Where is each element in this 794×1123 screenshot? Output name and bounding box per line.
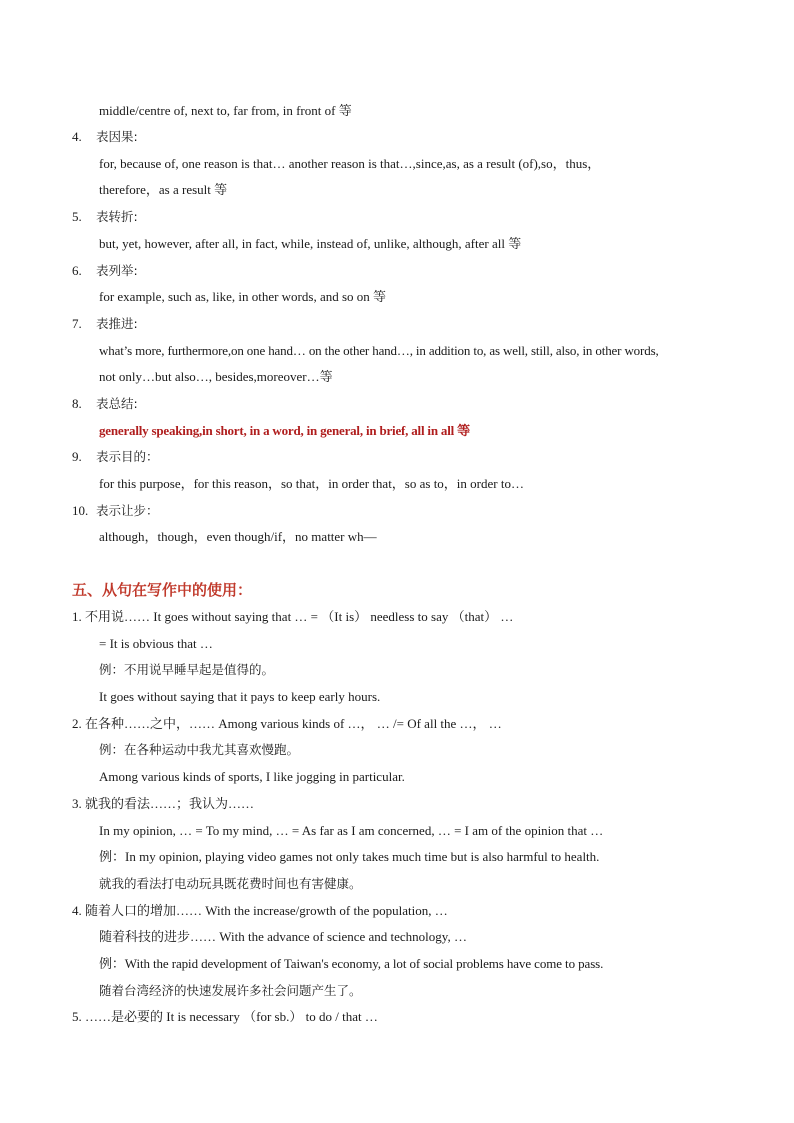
section-heading: 五、从句在写作中的使用： xyxy=(72,581,253,599)
document-page: middle/centre of, next to, far from, in front of 等 4. 表因果: for, because of, one reason is that… another reason is that…,since,as, as a result (of),so，thus， therefore，as a result 等 5. 表转折: but, yet, however, after all, in fact, while, instead of, unlike, although, after all 等 6. 表列举: for example, such as, like, in other words, and so on 等 7. 表推进: what’s more, furthermore,on one hand… on the other hand…, in addition to, as well, still, also, in other words, not only…but also…, besides,moreover…等 8. 表总结: generally speaking,in short, in a word, in general, in brief, all in all 等 9. 表示目的： for this purpose，for this reason，so that，in order that，so as to，in order to… 10. 表示让步： although，though，even though/if，no matter wh— 五、从句在写作中的使用： 1. 不用说…… It goes without saying that … = （It is） needless to say （that） … = It is obvious that … 例：不用说早睡早起是值得的。 It goes without saying that it pays to keep early hours. 2. 在各种……之中，…… Among various kinds of …， … /= Of all the …， … 例：在各种运动中我尤其喜欢慢跑。 Among various kinds of sports, I like jogging in particular. 3. 就我的看法……；我认为…… In my opinion, … = To my mind, … = As far as I am concerned, … = I am of the opinion that … 例：In my opinion, playing video games not only takes much time but is also harmful to health. 就我的看法打电动玩具既花费时间也有害健康。 4. 随着人口的增加…… With the increase/growth of the population, … 随着科技的进步…… With the advance of science and technology, … 例：With the rapid development of Taiwan's economy, a lot of social problems have come to pass. 随着台湾经济的快速发展许多社会问题产生了。 5. ……是必要的 It is necessary （for sb.） to do / that … xyxy=(72,103,659,1024)
